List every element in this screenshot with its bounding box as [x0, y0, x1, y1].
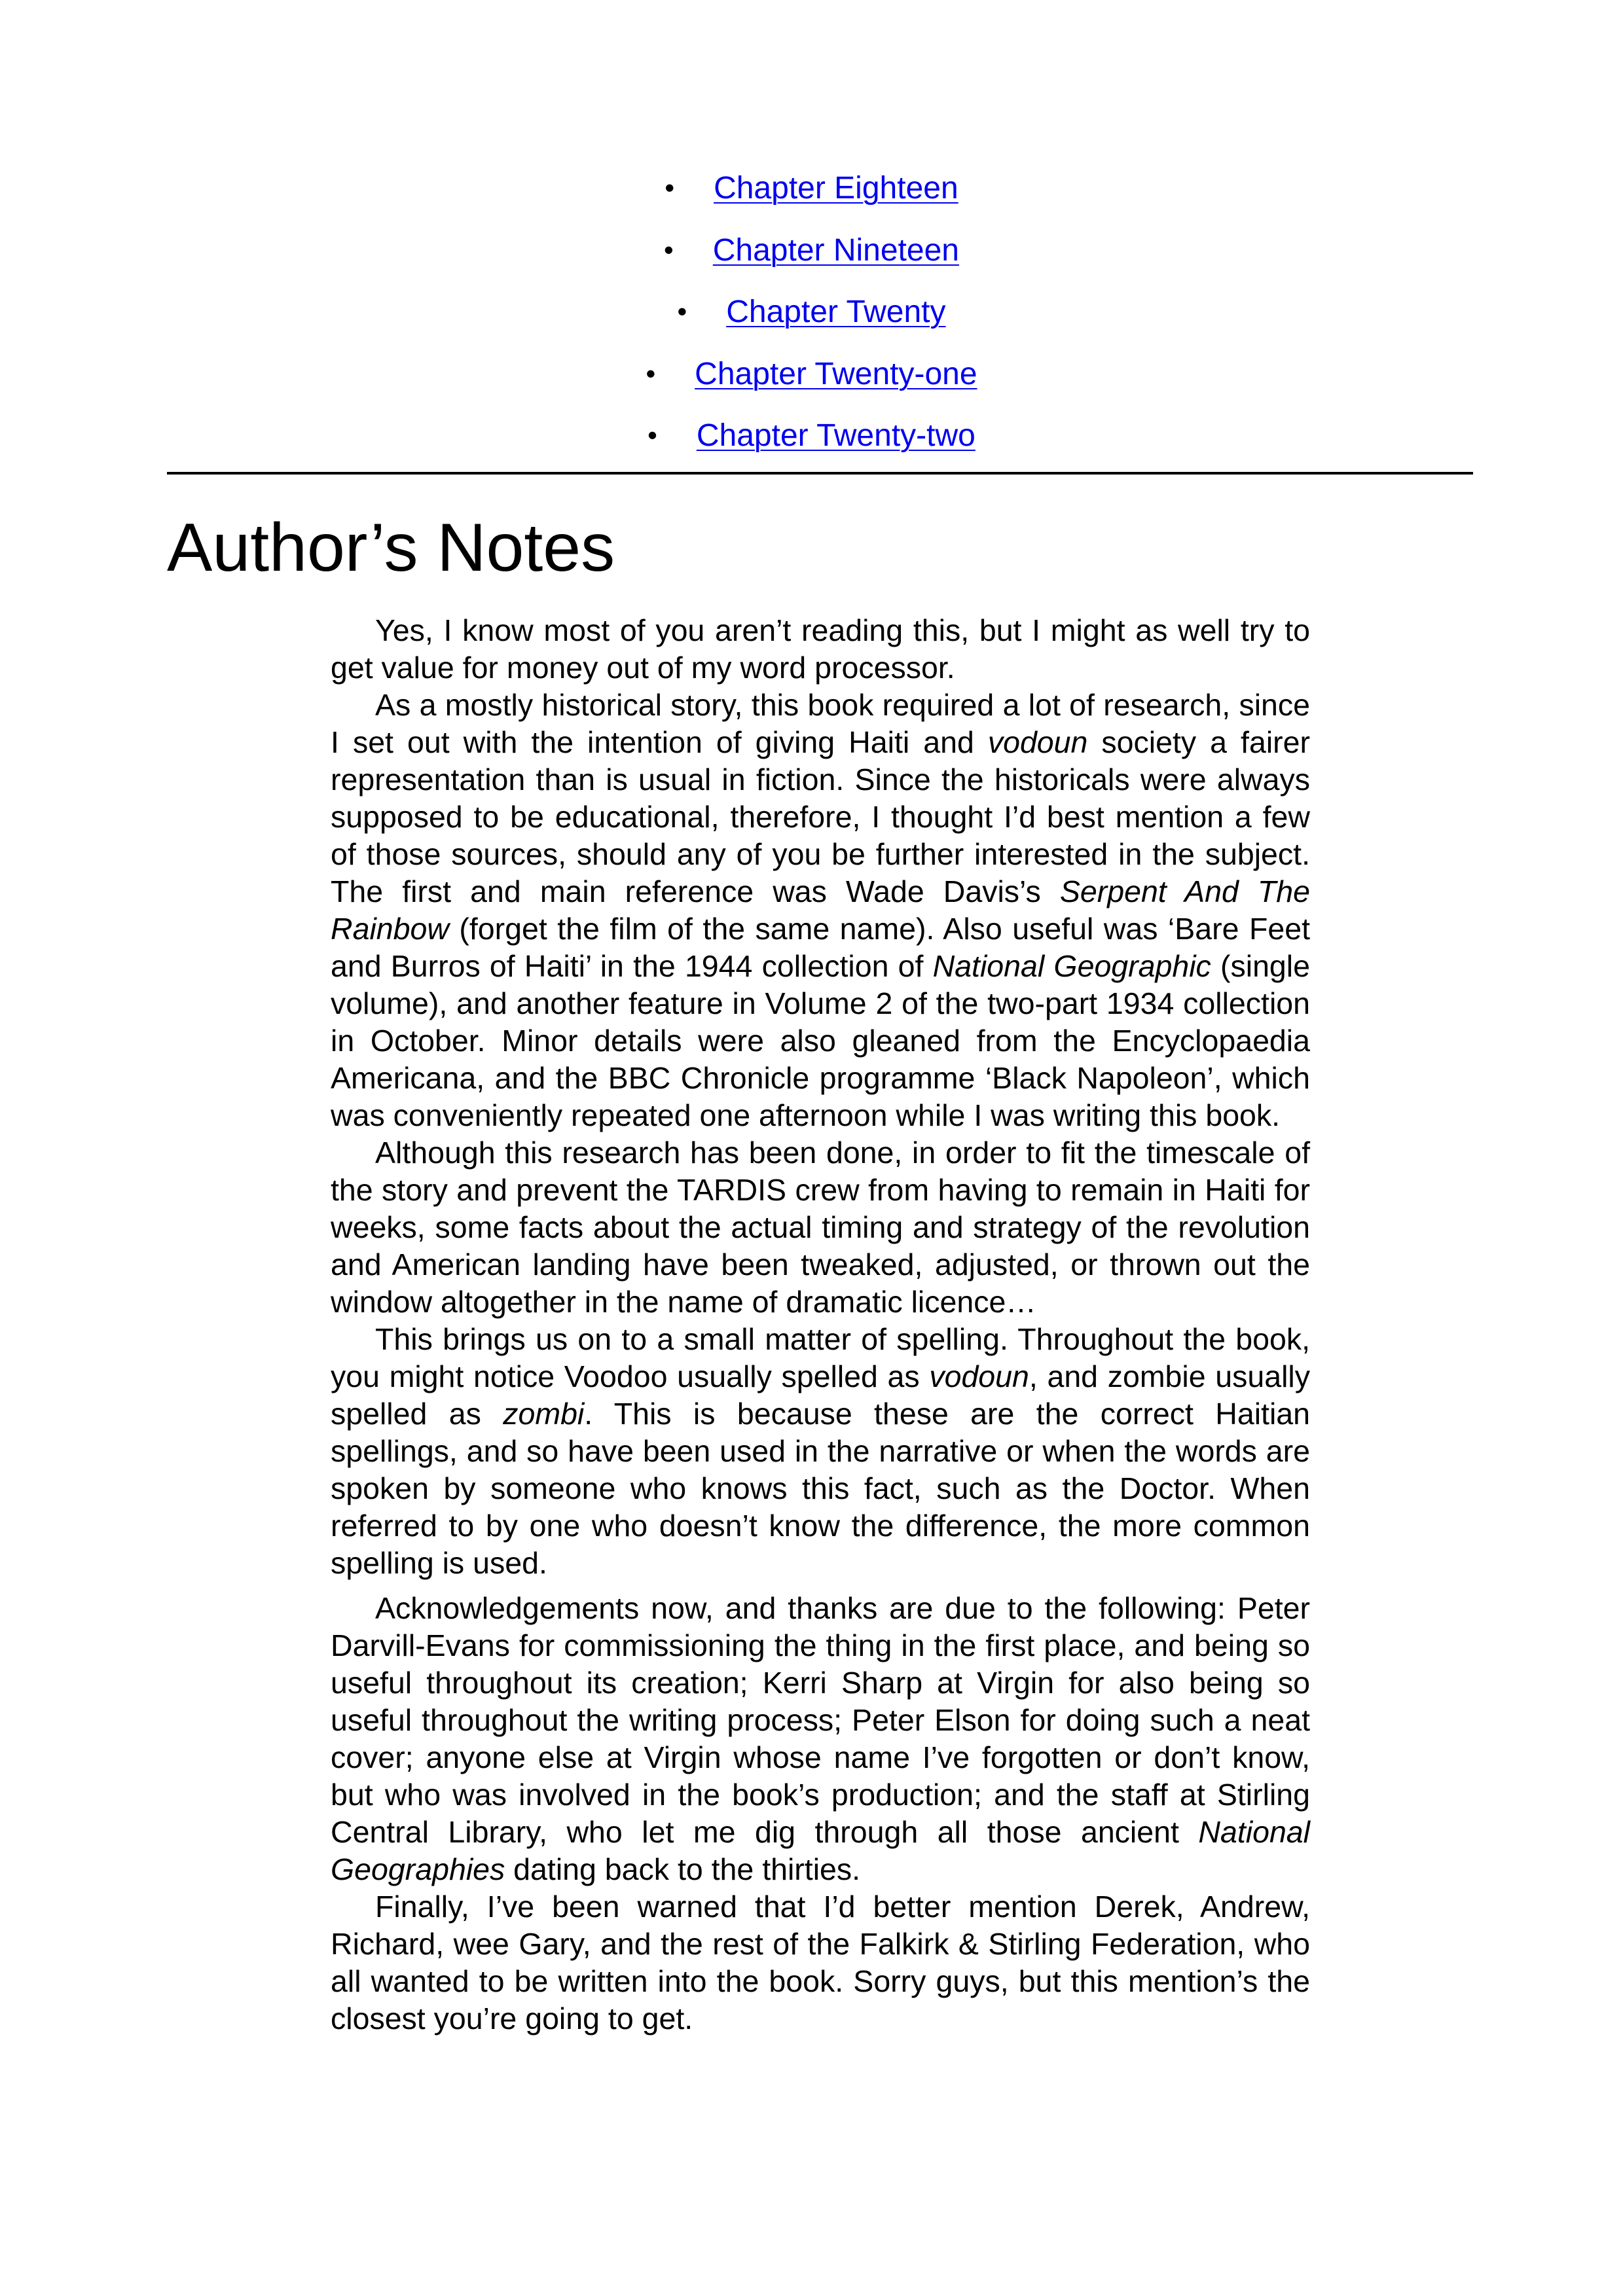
text-run: As a mostly historical story, this book required a lot of research, since I set out with the intention of giving Haiti and [331, 688, 1310, 759]
list-item [0, 219, 1623, 281]
list-item [0, 281, 1623, 343]
list-item [0, 404, 1623, 467]
list-item [0, 157, 1623, 219]
bullet: • [665, 172, 675, 203]
chapter-list [0, 157, 1623, 467]
italic-text: vodoun [929, 1359, 1029, 1393]
italic-text: National Geographies [331, 1815, 1310, 1886]
notes-body [331, 612, 1310, 2037]
bullet: • [646, 357, 656, 389]
paragraph-spelling [331, 1321, 1310, 1582]
paragraph-timescale: Although this research has been done, in order to fit the timescale of the story and prevent the TARDIS crew from having to remain in Haiti for weeks, some facts about the actual timing and strategy of the revolution and American landing have been tweaked, adjusted, or thrown out the window altogether in the name of dramatic licence… [331, 1136, 1310, 1319]
chapter-link-nineteen[interactable]: Chapter Nineteen [712, 232, 959, 268]
text-run: Acknowledgements now, and thanks are due to the following: Peter Darvill-Evans for commissioning the thing in the first place, and being so useful throughout its creation; Kerri Sharp at Virgin for also being so useful throughout the writing process; Peter Elson for doing such a neat cover; anyone else at Virgin whose name I’ve forgotten or don’t know, but who was involved in the book’s production; and the staff at Stirling Central Library, who let me dig through all those ancient [331, 1591, 1310, 1849]
bullet: • [664, 234, 674, 265]
italic-text: Serpent And The Rainbow [331, 874, 1310, 946]
chapter-link-twenty-one[interactable]: Chapter Twenty-one [695, 356, 977, 391]
text-run: (single volume), and another feature in Volume 2 of the two-part 1934 collection in October. Minor details were also gleaned from the Encyclopaedia Americana, and the BBC Chronicle programme ‘Black Napoleon’, which was conveniently repeated one afternoon while I was writing this book. [331, 949, 1310, 1132]
italic-text: National Geographic [932, 949, 1211, 983]
paragraph-finally: Finally, I’ve been warned that I’d better mention Derek, Andrew, Richard, wee Gary, and the rest of the Falkirk & Stirling Federation, who all wanted to be written into the book. Sorry guys, but this mention’s the closest you’re going to get. [331, 1890, 1310, 2036]
italic-text: zombi [503, 1397, 585, 1431]
horizontal-divider [167, 472, 1473, 475]
chapter-link-eighteen[interactable]: Chapter Eighteen [714, 171, 958, 206]
paragraph-acknowledgements [331, 1590, 1310, 1888]
list-item [0, 343, 1623, 405]
text-run: society a fairer representation than is usual in fiction. Since the historicals were always supposed to be educational, therefore, I thought I’d best mention a few of those sources, should any of you be further interested in the subject. The first and main reference was Wade Davis’s [331, 725, 1310, 908]
text-run: . This is because these are the correct Haitian spellings, and so have been used in the narrative or when the words are spoken by someone who knows this fact, such as the Doctor. When referred to by one who doesn’t know the difference, the more common spelling is used. [331, 1397, 1310, 1580]
text-run: (forget the film of the same name). Also useful was ‘Bare Feet and Burros of Haiti’ in the 1944 collection of [331, 912, 1310, 983]
paragraph-research [331, 687, 1310, 1134]
italic-text: vodoun [987, 725, 1088, 759]
bullet: • [677, 296, 687, 327]
chapter-link-twenty[interactable]: Chapter Twenty [726, 295, 946, 329]
section-title: Author’s Notes [167, 510, 615, 586]
text-run: dating back to the thirties. [505, 1852, 861, 1886]
text-run: This brings us on to a small matter of spelling. Throughout the book, you might notice Voodoo usually spelled as [331, 1322, 1310, 1393]
text-run: , and zombie usually spelled as [331, 1359, 1311, 1431]
paragraph-intro: Yes, I know most of you aren’t reading this, but I might as well try to get value for money out of my word processor. [331, 613, 1310, 685]
bullet: • [647, 420, 657, 450]
chapter-link-twenty-two[interactable]: Chapter Twenty-two [696, 418, 976, 453]
